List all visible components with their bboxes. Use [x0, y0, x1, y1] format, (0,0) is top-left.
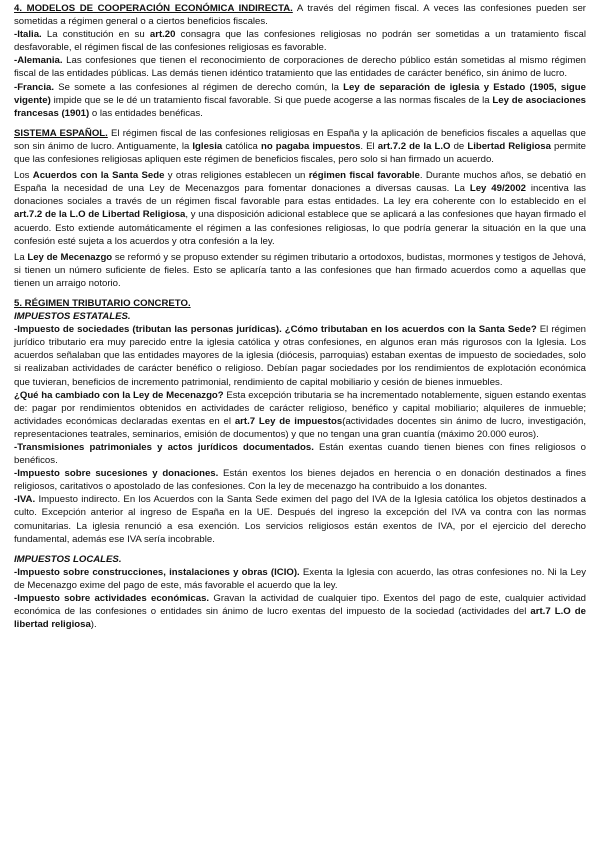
paragraph-iva: -IVA. Impuesto indirecto. En los Acuerdos con la Santa Sede eximen del pago del IVA de la Iglesia católica los objetos destinados a culto. Excepción anterior al ingreso de España en la UE. Después del ingreso la excepción del IVA va contra con las normas comunitarias. La iglesia renunció a esa exención. Los servicios religiosos están exentos de IVA, por el ejercicio del derecho fundamental, además ese IVA sería incobrable. — [14, 494, 586, 545]
label-impuesto-sociedades: -Impuesto de sociedades (tributan las personas jurídicas). ¿Cómo tributaban en los acuerdos con la Santa Sede? — [14, 324, 537, 336]
section5-heading: 5. RÉGIMEN TRIBUTARIO CONCRETO. — [14, 297, 191, 309]
paragraph-italia: -Italia. La constitución en su art.20 consagra que las confesiones religiosas no podrán ser sometidas a un tratamiento fiscal desfavorable, el régimen fiscal de las confesiones religiosas es favorable. — [14, 29, 586, 54]
paragraph-impuesto-sociedades: -Impuesto de sociedades (tributan las personas jurídicas). ¿Cómo tributaban en los acuerdos con la Santa Sede? El régimen jurídico tributario era muy parecido entre la iglesia católica y otras confesiones, en algunos eran más rigurosos con la Iglesia. Los acuerdos señalaban que las entidades mayores de la iglesia (diócesis, parroquias) estaban exentas de impuesto de sociedades, solo si realizaban actividades de carácter benéfico o religioso. Debían pagar sociedades por los rendimientos de explotación económica que tuvieran, beneficios de incremento patrimonial, rendimiento de capital mobiliario y cesión de bienes inmuebles. — [14, 324, 586, 388]
paragraph-transmisiones: -Transmisiones patrimoniales y actos jurídicos documentados. Están exentas cuando tienen bienes con fines religiosos o benéficos. — [14, 442, 586, 467]
estatales-heading-line — [14, 310, 586, 323]
paragraph-section4-intro: 4. MODELOS DE COOPERACIÓN ECONÓMICA INDIRECTA. A través del régimen fiscal. A veces las confesiones pueden ser sometidas a régimen general o a ciertos beneficios fiscales. — [14, 3, 586, 28]
label-francia: -Francia. — [14, 81, 54, 93]
label-italia: -Italia. — [14, 29, 42, 41]
impuestos-locales-heading: IMPUESTOS LOCALES. — [14, 553, 122, 565]
paragraph-acuerdos-santa-sede: Los Acuerdos con la Santa Sede y otras religiones establecen un régimen fiscal favorable. Durante muchos años, se debatió en España la necesidad de una Ley de Mecenazgos para fomentar donaciones a diversas causas. La Ley 49/2002 incentiva las donaciones sociales a través de un régimen fiscal favorable para estas entidades. La ley era coherente con lo establecido en el art.7.2 de la L.O de Libertad Religiosa, y una disposición adicional establece que se aplicará a las confesiones que hayan firmado el acuerdo. Esto extiende automáticamente el régimen a las confesiones religiosas, lo que podría generar la situación en la que una confesión esté sujeta a los acuerdos y otra confesión a la ley. — [14, 170, 586, 247]
label-alemania: -Alemania. — [14, 55, 63, 67]
section4-heading: 4. MODELOS DE COOPERACIÓN ECONÓMICA INDIRECTA. — [14, 3, 293, 14]
label-cambio-mecenazgo: ¿Qué ha cambiado con la Ley de Mecenazgo? — [14, 389, 224, 401]
paragraph-francia: -Francia. Se somete a las confesiones al régimen de derecho común, la Ley de separación de iglesia y Estado (1905, sigue vigente) impide que se le dé un tratamiento fiscal favorable. Si que puede acogerse a las normas fiscales de la Ley de asociaciones francesas (1901) o las entidades benéficas. — [14, 81, 586, 119]
paragraph-actividades-economicas: -Impuesto sobre actividades económicas. Gravan la actividad de cualquier tipo. Exentos del pago de este, cualquier actividad económica de las confesiones o entidades sin ánimo de lucro exentas del impuesto de la sociedad (actividades del art.7 L.O de libertad religiosa). — [14, 593, 587, 631]
paragraph-sistema-espanol: SISTEMA ESPAÑOL. El régimen fiscal de las confesiones religiosas en España y la aplicación de beneficios fiscales a aquellas que son sin ánimo de lucro. Antiguamente, la Iglesia católica no pagaba impuestos. El art.7.2 de la L.O de Libertad Religiosa permite que las confesiones religiosas apliquen este régimen de beneficios fiscales, pero solo si han firmado un acuerdo. — [14, 127, 586, 166]
label-iva: -IVA. — [14, 494, 36, 506]
paragraph-sucesiones: -Impuesto sobre sucesiones y donaciones. Están exentos los bienes dejados en herencia o en donación destinados a fines religiosos, caritativos o apostolado de las confesiones. Con la ley de mecenazgo ha contribuido a los donantes. — [14, 468, 586, 493]
label-sucesiones: -Impuesto sobre sucesiones y donaciones. — [14, 468, 219, 480]
paragraph-icio: -Impuesto sobre construcciones, instalaciones y obras (ICIO). Exenta la Iglesia con acuerdo, las otras confesiones no. Ni la Ley de Mecenazgo exime del pago de este, más favorable el acuerdo que la ley. — [14, 566, 586, 591]
paragraph-ley-mecenazgo: La Ley de Mecenazgo se reformó y se propuso extender su régimen tributario a ortodoxos, budistas, mormones y testigos de Jehová, si tienen un número suficiente de fieles. Esto se aplicaría tanto a las confesiones que han firmado acuerdos como a aquellas que tienen un arraigo notorio. — [14, 251, 586, 289]
label-transmisiones: -Transmisiones patrimoniales y actos jurídicos documentados. — [14, 442, 314, 453]
paragraph-cambio-mecenazgo: ¿Qué ha cambiado con la Ley de Mecenazgo? Esta excepción tributaria se ha incrementado notablemente, siguen estando exentas de: pagar por rendimientos obtenidos en actividades de carácter religioso, benéfico y capital mobiliario; alquileres de inmueble; actividades económicas declaradas exentas en el art.7 Ley de impuestos(actividades docentes sin ánimo de lucro, investigación, representaciones teatrales, seminarios, emisión de documentos) y que no tengan una gran cuantía (máximo 20.000 euros). — [14, 389, 586, 440]
locales-heading-line — [14, 553, 586, 566]
impuestos-estatales-heading: IMPUESTOS ESTATALES. — [14, 311, 131, 323]
label-actividades-economicas: -Impuesto sobre actividades económicas. — [14, 593, 210, 605]
section5-heading-line — [14, 297, 586, 310]
paragraph-alemania: -Alemania. Las confesiones que tienen el reconocimiento de corporaciones de derecho público están sometidas al mismo régimen fiscal de las entidades públicas. Las demás tienen idéntico tratamiento que las entidades de carácter benéfico, sin ánimo de lucro. — [14, 55, 586, 80]
sistema-espanol-heading: SISTEMA ESPAÑOL. — [14, 127, 108, 139]
label-icio: -Impuesto sobre construcciones, instalaciones y obras (ICIO). — [14, 566, 300, 578]
